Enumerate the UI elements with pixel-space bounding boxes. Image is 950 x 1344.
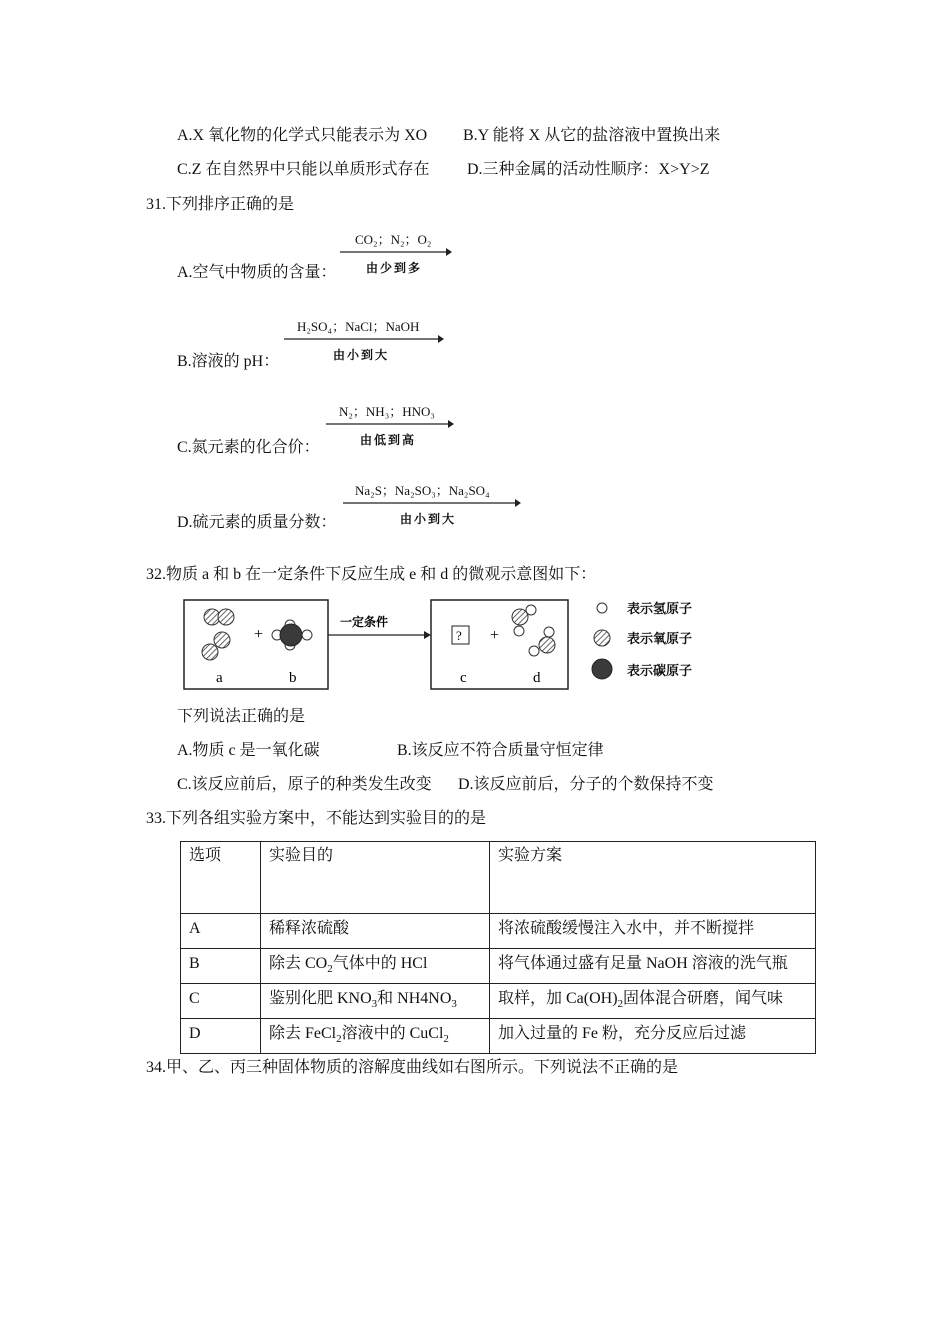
q31-option-b: B.溶液的 pH： [177,353,280,370]
legend-oxygen: 表示氧原子 [627,632,693,647]
q32-option-c: C.该反应前后，原子的种类发生改变 [177,776,432,793]
oxygen-molecule-icon [204,609,234,625]
q31-c-arrow-icon [326,419,454,429]
row-d-option: D [181,1019,261,1054]
table-row [181,949,816,984]
q31-c-arrow-bottom: 由低到高 [360,433,417,447]
q31-a-arrow-bottom: 由少到多 [366,261,423,275]
hydrogen-atom-icon [597,603,607,613]
label-a: a [216,670,223,686]
methane-molecule-icon [272,620,312,650]
legend-carbon: 表示碳原子 [627,664,693,679]
unknown-mark: ? [456,628,462,643]
table-row [181,1019,816,1054]
q30-option-d: D.三种金属的活动性顺序：X>Y>Z [467,161,710,178]
label-b: b [289,670,297,686]
row-c-plan: 取样，加 $Ca(OH)_2$固体混合研磨，闻气味 [490,984,816,1019]
row-a-option: A [181,914,261,949]
q30-option-c: C.Z 在自然界中只能以单质形式存在 [177,161,430,178]
oxygen-atom-icon [594,630,610,646]
q32-option-b: B.该反应不符合质量守恒定律 [397,742,604,759]
q32-prompt: 下列说法正确的是 [177,708,306,725]
water-molecule-icon [512,605,536,636]
header-purpose: 实验目的 [261,842,490,914]
plus-sign-1: + [254,626,264,643]
condition-label: 一定条件 [340,615,389,629]
table-header-row [181,842,816,914]
q32-option-a: A.物质 c 是一氧化碳 [177,742,320,759]
q31-a-arrow-icon [340,247,452,257]
q31-d-arrow-icon [343,498,521,508]
row-c-purpose: 鉴别化肥 $KNO_3$和 $NH4NO_3$ [261,984,490,1019]
row-b-purpose: 除去 $CO_2$气体中的 HCl [261,949,490,984]
reaction-arrow-icon [424,631,431,639]
row-a-purpose: 稀释浓硫酸 [261,914,490,949]
q31-option-c: C.氮元素的化合价： [177,439,320,456]
plus-sign-2: + [490,627,500,644]
q31-b-arrow-bottom: 由小到大 [333,348,390,362]
header-plan: 实验方案 [490,842,816,914]
carbon-atom-icon [592,659,612,679]
oxygen-molecule-icon [202,632,230,660]
q32-stem: 32.物质 a 和 b 在一定条件下反应生成 e 和 d 的微观示意图如下： [146,566,597,583]
q31-stem: 31.下列排序正确的是 [146,196,295,213]
q34-stem: 34.甲、乙、丙三种固体物质的溶解度曲线如右图所示。下列说法不正确的是 [146,1059,679,1076]
row-d-plan: 加入过量的 Fe 粉，充分反应后过滤 [490,1019,816,1054]
table-row [181,914,816,949]
row-b-plan: 将气体通过盛有足量 NaOH 溶液的洗气瓶 [490,949,816,984]
q31-d-arrow-top: Na₂S；Na₂SO₃；Na₂SO₄ [355,483,490,498]
water-molecule-icon [529,627,555,656]
q30-option-a: A.X 氧化物的化学式只能表示为 XO [177,127,428,144]
q31-option-d: D.硫元素的质量分数： [177,514,337,531]
row-a-plan: 将浓硫酸缓慢注入水中，并不断搅拌 [490,914,816,949]
row-b-option: B [181,949,261,984]
row-c-option: C [181,984,261,1019]
experiment-table [180,841,816,1054]
q33-stem: 33.下列各组实验方案中，不能达到实验目的的是 [146,810,487,827]
label-d: d [533,670,541,686]
q31-c-arrow-top: N₂；NH₃；HNO₃ [339,404,435,419]
q32-option-d: D.该反应前后，分子的个数保持不变 [458,776,714,793]
header-option: 选项 [181,842,261,914]
q31-b-arrow-icon [284,334,444,344]
q31-d-arrow-bottom: 由小到大 [400,512,457,526]
label-c: c [460,670,467,686]
q31-a-arrow-top: CO₂；N₂；O₂ [355,232,432,247]
row-d-purpose: 除去 FeCl$_2$溶液中的 CuCl$_2$ [261,1019,490,1054]
q31-b-arrow-top: H₂SO₄；NaCl；NaOH [297,319,420,334]
q31-option-a: A.空气中物质的含量： [177,264,337,281]
q30-option-b: B.Y 能将 X 从它的盐溶液中置换出来 [463,127,721,144]
table-row [181,984,816,1019]
legend-hydrogen: 表示氢原子 [627,602,693,617]
